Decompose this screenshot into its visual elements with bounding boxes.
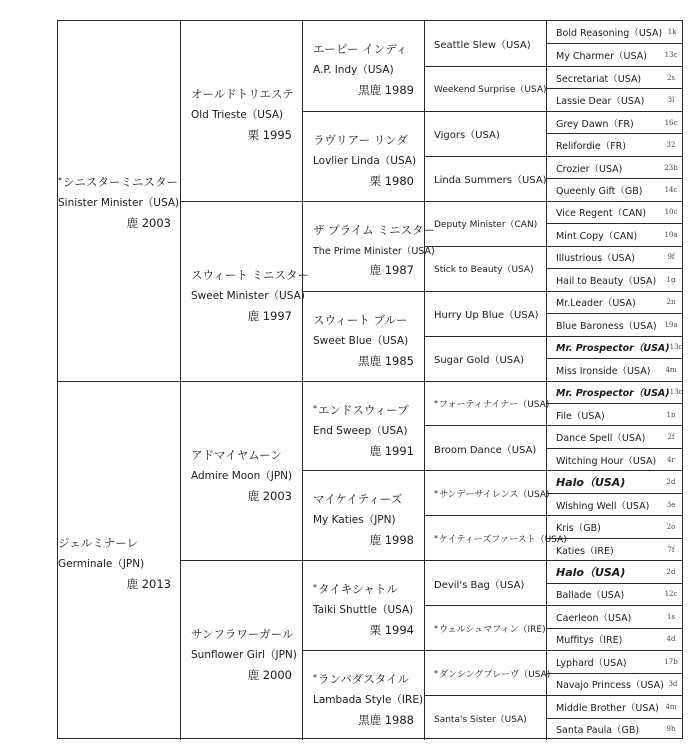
family-number: 3e: [666, 500, 676, 509]
ancestor-cell: [546, 538, 682, 560]
family-number: 23b: [664, 163, 678, 172]
ancestor-cell: [546, 313, 682, 335]
ancestor-cell: [546, 43, 682, 65]
family-number: 4m: [665, 702, 677, 711]
ancestor-cell: [424, 111, 546, 156]
horse-block: [191, 626, 297, 683]
ancestor-cell: [546, 291, 682, 313]
horse-cell: [58, 381, 180, 741]
horse-name-en: End Sweep（USA): [313, 424, 408, 437]
horse-name-jp: [58, 535, 171, 551]
ancestor-name: ウェルシュマフィン（IRE): [439, 624, 546, 635]
ancestor-name: Katies（IRE): [556, 545, 614, 557]
ancestor-cell: [546, 515, 682, 537]
family-number: 1k: [667, 28, 677, 37]
ancestor-name: Navajo Princess（USA): [556, 680, 664, 692]
ancestor-name: Stick to Beauty（USA): [434, 265, 534, 276]
ancestor-name: Mr.Leader（USA): [556, 298, 636, 310]
ancestor-name: Halo（USA): [556, 565, 626, 579]
horse-name-jp: [191, 267, 309, 283]
horse-block: [313, 222, 435, 278]
ancestor-cell: [546, 673, 682, 695]
ancestor-cell: [546, 628, 682, 650]
ancestor-name: Crozier（USA): [556, 163, 623, 175]
ancestor-cell: [424, 246, 546, 291]
ancestor-cell: [424, 381, 550, 426]
name-jp-text: アドマイヤムーン: [191, 447, 282, 462]
ancestor-name: Vice Regent（CAN): [556, 208, 647, 220]
horse-name-en: Admire Moon（JPN): [191, 469, 293, 482]
horse-color-year: 栗 1994: [369, 623, 414, 638]
import-mark: *: [434, 668, 438, 678]
ancestor-cell: [424, 695, 546, 740]
name-jp-text: オールドトリエステ: [191, 87, 294, 101]
ancestor-cell: [424, 650, 551, 695]
ancestor-name: ケイティーズファースト（USA): [439, 534, 567, 545]
horse-name-jp: [313, 132, 414, 148]
horse-cell: [180, 381, 302, 561]
ancestor-name: Secretariat（USA): [556, 73, 642, 85]
import-mark: *: [58, 176, 62, 185]
ancestor-cell: [424, 605, 546, 650]
import-mark: *: [434, 533, 438, 543]
horse-block: [313, 671, 424, 728]
horse-name-jp: [313, 222, 435, 238]
ancestor-name: Middle Brother（USA): [556, 702, 659, 714]
name-jp-text: スウィート ブルー: [313, 312, 408, 327]
family-number: 2s: [666, 73, 676, 82]
name-jp-text: ジェルミナーレ: [58, 535, 139, 550]
ancestor-name: Caerleon（USA): [556, 612, 632, 624]
family-number: 10a: [664, 230, 678, 239]
ancestor-cell: [546, 605, 682, 627]
ancestor-name: Vigors（USA): [434, 130, 500, 142]
pedigree-table: [57, 20, 683, 739]
horse-color-year: 栗 1980: [369, 173, 414, 188]
horse-color-year: 鹿 2003: [247, 488, 292, 503]
family-number: 3l: [667, 96, 675, 105]
ancestor-cell: [424, 425, 546, 470]
family-number: 9f: [667, 253, 675, 262]
ancestor-cell: [424, 336, 546, 381]
horse-name-jp: [313, 312, 414, 328]
horse-cell: [302, 381, 424, 471]
ancestor-cell: [424, 21, 546, 66]
import-mark: *: [313, 673, 317, 683]
horse-name-en: Lovlier Linda（USA): [313, 154, 417, 167]
name-jp-text: エンドスウィープ: [318, 402, 409, 417]
family-number: 9h: [666, 725, 676, 734]
family-number: 13c: [664, 51, 678, 60]
ancestor-name: My Charmer（USA): [556, 51, 647, 63]
horse-block: [313, 41, 414, 98]
ancestor-cell: [546, 718, 682, 740]
name-jp-text: ザ プライム ミニスター: [313, 222, 435, 237]
horse-cell: [302, 21, 424, 111]
horse-cell: [302, 111, 424, 201]
horse-block: [191, 267, 309, 324]
horse-cell: [302, 650, 424, 740]
ancestor-cell: [546, 381, 682, 403]
horse-cell: [58, 21, 180, 381]
ancestor-cell: [546, 21, 682, 43]
horse-name-jp: [313, 491, 414, 507]
horse-name-en: Sweet Blue（USA): [313, 334, 409, 347]
name-jp-text: ラヴリアー リンダ: [313, 132, 408, 147]
ancestor-name: Halo（USA): [556, 476, 626, 490]
ancestor-name: Illustrious（USA): [556, 253, 635, 265]
ancestor-cell: [424, 291, 546, 336]
ancestor-name: Seattle Slew（USA): [434, 39, 531, 51]
horse-block: [191, 86, 292, 143]
ancestor-name: Witching Hour（USA): [556, 455, 657, 467]
name-jp-text: ランバダスタイル: [318, 672, 409, 687]
ancestor-name: Relifordie（FR): [556, 141, 626, 153]
ancestor-name: Bold Reasoning（USA): [556, 28, 663, 40]
ancestor-name: Devil's Bag（USA): [434, 579, 525, 591]
ancestor-cell: [546, 336, 682, 358]
horse-block: [313, 312, 414, 369]
ancestor-cell: [424, 560, 546, 605]
horse-name-en: Sweet Minister（USA): [191, 289, 305, 302]
name-jp-text: シニスターミニスター: [63, 175, 178, 189]
ancestor-name: Deputy Minister（CAN): [434, 220, 538, 231]
ancestor-name: Linda Summers（USA): [434, 175, 547, 187]
horse-color-year: 黒鹿 1989: [358, 83, 414, 97]
horse-name-jp: [191, 447, 292, 463]
name-jp-text: タイキシャトル: [318, 582, 398, 597]
ancestor-name: フォーティナイナー（USA): [439, 399, 550, 410]
ancestor-cell: [424, 66, 546, 111]
horse-name-jp: [58, 174, 178, 190]
horse-block: [313, 132, 417, 189]
horse-cell: [302, 560, 424, 650]
horse-name-jp: [313, 402, 414, 418]
family-number: 13c: [669, 343, 683, 352]
import-mark: *: [434, 623, 438, 633]
family-number: 1g: [666, 275, 676, 284]
horse-cell: [302, 470, 424, 560]
family-number: 4r: [667, 455, 675, 464]
ancestor-cell: [546, 66, 682, 88]
ancestor-cell: [546, 403, 682, 425]
family-number: 4m: [665, 365, 677, 374]
family-number: 7f: [667, 545, 675, 554]
ancestor-name: ダンシングブレーヴ（USA): [439, 669, 551, 680]
family-number: 2d: [666, 567, 676, 576]
ancestor-cell: [546, 425, 682, 447]
ancestor-cell: [546, 695, 682, 717]
ancestor-cell: [424, 201, 546, 246]
horse-block: [313, 581, 414, 638]
horse-color-year: 鹿 1998: [369, 533, 414, 548]
horse-color-year: 黒鹿 1985: [358, 353, 414, 368]
horse-block: [58, 535, 171, 592]
horse-block: [58, 174, 180, 231]
ancestor-name: サンデーサイレンス（USA): [439, 489, 550, 500]
ancestor-name: Lassie Dear（USA): [556, 96, 645, 108]
ancestor-name: Miss Ironside（USA): [556, 365, 651, 377]
import-mark: *: [434, 398, 438, 408]
horse-name-en: Sunflower Girl（JPN): [191, 649, 297, 662]
ancestor-name: Muffitys（IRE): [556, 635, 623, 647]
family-number: 1n: [666, 410, 676, 419]
family-number: 2n: [666, 298, 676, 307]
ancestor-cell: [546, 448, 682, 470]
family-number: 1s: [666, 612, 676, 621]
family-number: 17b: [664, 657, 678, 666]
ancestor-cell: [546, 493, 682, 515]
ancestor-name: Santa Paula（GB): [556, 725, 640, 737]
ancestor-name: Broom Dance（USA): [434, 444, 537, 456]
ancestor-cell: [546, 178, 682, 200]
ancestor-name: Mr. Prospector（USA): [556, 388, 670, 400]
ancestor-cell: [546, 470, 682, 492]
family-number: 4d: [666, 635, 676, 644]
ancestor-cell: [546, 268, 682, 290]
horse-cell: [180, 201, 309, 381]
ancestor-cell: [546, 156, 682, 178]
horse-cell: [302, 291, 424, 381]
horse-name-en: A.P. Indy（USA): [313, 64, 394, 76]
family-number: 2o: [666, 523, 676, 532]
ancestor-cell: [546, 111, 682, 133]
horse-block: [313, 491, 414, 548]
horse-name-en: My Katies（JPN): [313, 514, 396, 527]
horse-color-year: 鹿 2013: [126, 576, 171, 591]
horse-color-year: 鹿 2003: [126, 216, 171, 230]
horse-color-year: 鹿 1991: [369, 443, 414, 458]
ancestor-cell: [546, 358, 682, 380]
ancestor-name: Hurry Up Blue（USA): [434, 310, 539, 322]
ancestor-name: Blue Baroness（USA): [556, 320, 657, 332]
horse-name-en: Taiki Shuttle（USA): [313, 604, 414, 617]
horse-name-jp: [191, 86, 292, 102]
ancestor-cell: [546, 246, 682, 268]
horse-cell: [302, 201, 435, 291]
ancestor-cell: [546, 223, 682, 245]
ancestor-name: Dance Spell（USA): [556, 433, 646, 445]
horse-name-jp: [191, 626, 292, 642]
horse-name-en: Lambada Style（IRE): [313, 694, 424, 707]
import-mark: *: [313, 583, 317, 593]
horse-name-en: Sinister Minister（USA): [58, 197, 180, 209]
horse-name-jp: [313, 581, 414, 597]
ancestor-cell: [546, 650, 682, 672]
ancestor-cell: [424, 156, 546, 201]
family-number: 12c: [664, 590, 678, 599]
family-number: 2d: [666, 478, 676, 487]
horse-name-jp: [313, 41, 414, 57]
ancestor-name: Santa's Sister（USA): [434, 714, 527, 725]
horse-name-en: Germinale（JPN): [58, 557, 145, 570]
ancestor-name: Queenly Gift（GB): [556, 186, 643, 198]
import-mark: *: [313, 403, 317, 413]
name-jp-text: マイケイティーズ: [313, 492, 403, 507]
horse-name-en: The Prime Minister（USA): [313, 245, 435, 257]
ancestor-name: Sugar Gold（USA): [434, 355, 525, 367]
family-number: 2f: [667, 433, 675, 442]
ancestor-cell: [546, 88, 682, 110]
name-jp-text: スウィート ミニスター: [191, 267, 309, 282]
ancestor-name: Mr. Prospector（USA): [556, 343, 670, 355]
ancestor-name: File（USA): [556, 410, 605, 422]
horse-color-year: 鹿 1987: [369, 262, 414, 277]
import-mark: *: [434, 488, 438, 498]
ancestor-name: Lyphard（USA): [556, 657, 627, 669]
ancestor-name: Grey Dawn（FR): [556, 118, 634, 130]
ancestor-name: Kris（GB): [556, 523, 601, 535]
ancestor-name: Ballade（USA): [556, 590, 625, 602]
ancestor-cell: [546, 201, 682, 223]
horse-cell: [180, 560, 302, 740]
name-jp-text: エーピー インディ: [313, 42, 408, 56]
horse-cell: [180, 21, 302, 201]
ancestor-cell: [424, 470, 550, 515]
horse-color-year: 鹿 2000: [247, 668, 292, 683]
horse-name-en: Old Trieste（USA): [191, 109, 284, 121]
family-number: 13c: [669, 388, 683, 397]
family-number: 14c: [664, 186, 678, 195]
family-number: 32: [666, 141, 676, 150]
ancestor-cell: [546, 133, 682, 155]
ancestor-name: Weekend Surprise（USA): [434, 85, 547, 96]
horse-color-year: 栗 1995: [247, 128, 292, 142]
family-number: 19a: [664, 320, 678, 329]
horse-color-year: 鹿 1997: [247, 308, 292, 323]
family-number: 10c: [664, 208, 678, 217]
ancestor-cell: [546, 560, 682, 582]
horse-block: [313, 402, 414, 459]
name-jp-text: サンフラワーガール: [191, 627, 294, 642]
family-number: 16c: [664, 118, 678, 127]
horse-name-jp: [313, 671, 414, 687]
ancestor-cell: [546, 583, 682, 605]
ancestor-cell: [424, 515, 567, 560]
ancestor-name: Wishing Well（USA): [556, 500, 650, 512]
horse-block: [191, 447, 292, 504]
ancestor-name: Mint Copy（CAN): [556, 230, 638, 242]
family-number: 3d: [668, 680, 678, 689]
ancestor-name: Hail to Beauty（USA): [556, 275, 657, 287]
horse-color-year: 黒鹿 1988: [358, 713, 414, 728]
